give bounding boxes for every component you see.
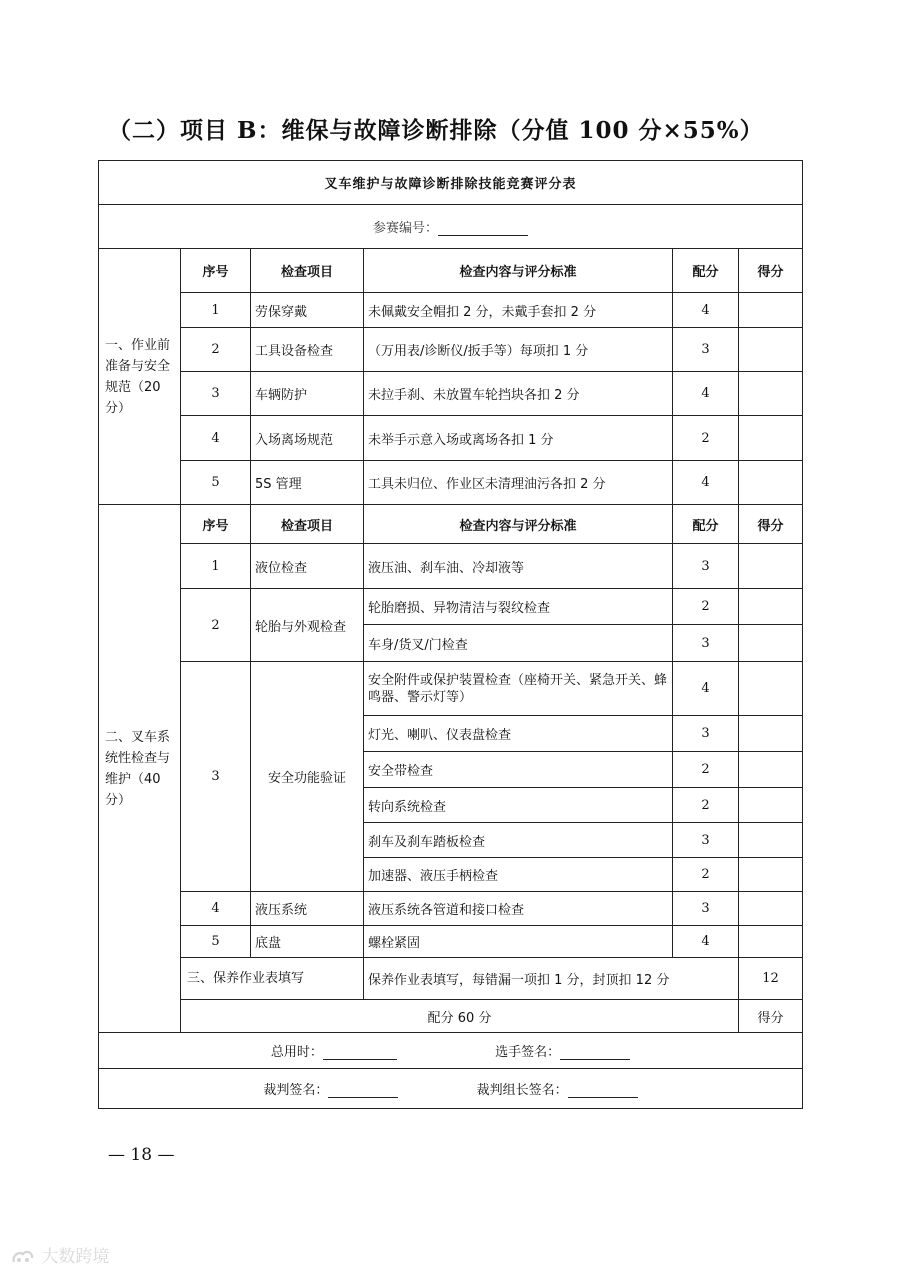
section-heading: （二）项目 B：维保与故障诊断排除（分值 100 分×55%） <box>108 117 764 144</box>
table-title: 叉车维护与故障诊断排除技能竞赛评分表 <box>99 161 803 205</box>
points-cell: 4 <box>673 293 739 328</box>
score-cell[interactable] <box>739 293 803 328</box>
content-cell: 灯光、喇叭、仪表盘检查 <box>364 716 673 752</box>
content-cell: 未拉手刹、未放置车轮挡块各扣 2 分 <box>364 372 673 416</box>
seq-cell: 1 <box>181 544 251 589</box>
total-points-label: 配分 60 分 <box>181 1000 739 1033</box>
points-cell: 3 <box>673 716 739 752</box>
seq-cell: 1 <box>181 293 251 328</box>
seq-cell: 4 <box>181 892 251 926</box>
item-cell: 5S 管理 <box>251 461 364 505</box>
points-cell: 2 <box>673 416 739 461</box>
contestant-signature-label: 选手签名： <box>495 1045 561 1060</box>
header-score: 得分 <box>739 505 803 544</box>
score-cell[interactable] <box>739 858 803 892</box>
seq-cell: 3 <box>181 372 251 416</box>
signature-row-2 <box>99 1069 803 1109</box>
score-cell[interactable] <box>739 662 803 716</box>
score-cell[interactable] <box>739 372 803 416</box>
points-cell: 2 <box>673 788 739 823</box>
content-cell: 液压系统各管道和接口检查 <box>364 892 673 926</box>
content-cell: 安全带检查 <box>364 752 673 788</box>
content-cell: 车身/货叉/门检查 <box>364 625 673 662</box>
score-cell[interactable] <box>739 328 803 372</box>
header-content: 检查内容与评分标准 <box>364 249 673 293</box>
points-cell: 4 <box>673 372 739 416</box>
item-cell: 工具设备检查 <box>251 328 364 372</box>
header-seq: 序号 <box>181 249 251 293</box>
score-cell[interactable] <box>739 461 803 505</box>
content-cell: 工具未归位、作业区未清理油污各扣 2 分 <box>364 461 673 505</box>
entry-number-blank[interactable] <box>438 221 528 236</box>
table-row <box>99 926 803 958</box>
entry-number-row <box>99 205 803 249</box>
content-cell: （万用表/诊断仪/扳手等）每项扣 1 分 <box>364 328 673 372</box>
score-cell[interactable] <box>739 544 803 589</box>
points-cell: 4 <box>673 662 739 716</box>
entry-number-label: 参赛编号： <box>373 221 439 236</box>
content-cell: 刹车及刹车踏板检查 <box>364 823 673 858</box>
watermark-logo-icon <box>10 1248 36 1266</box>
content-cell: 加速器、液压手柄检查 <box>364 858 673 892</box>
points-cell: 2 <box>673 589 739 625</box>
item-cell: 劳保穿戴 <box>251 293 364 328</box>
points-cell: 4 <box>673 461 739 505</box>
item-cell: 安全功能验证 <box>251 662 364 892</box>
header-points: 配分 <box>673 249 739 293</box>
table-row <box>99 293 803 328</box>
content-cell: 未举手示意入场或离场各扣 1 分 <box>364 416 673 461</box>
total-score-label: 得分 <box>739 1000 803 1033</box>
score-cell[interactable] <box>739 926 803 958</box>
watermark-text: 大数跨境 <box>41 1247 110 1267</box>
page-number: — 18 — <box>108 1145 175 1165</box>
referee-signature-blank[interactable] <box>328 1083 398 1098</box>
points-cell: 2 <box>673 858 739 892</box>
points-cell: 3 <box>673 823 739 858</box>
points-cell: 3 <box>673 544 739 589</box>
header-points: 配分 <box>673 505 739 544</box>
content-cell: 未佩戴安全帽扣 2 分，未戴手套扣 2 分 <box>364 293 673 328</box>
item-cell: 车辆防护 <box>251 372 364 416</box>
table-row <box>99 892 803 926</box>
score-cell[interactable] <box>739 752 803 788</box>
content-cell: 转向系统检查 <box>364 788 673 823</box>
seq-cell: 4 <box>181 416 251 461</box>
chief-referee-signature-blank[interactable] <box>568 1083 638 1098</box>
score-cell[interactable] <box>739 823 803 858</box>
section1-label: 一、作业前准备与安全规范（20分） <box>99 249 181 505</box>
item-cell: 入场离场规范 <box>251 416 364 461</box>
section2-label: 二、叉车系统性检查与维护（40分） <box>99 505 181 1033</box>
table-row <box>99 662 803 716</box>
score-cell[interactable] <box>739 788 803 823</box>
total-time-blank[interactable] <box>323 1045 397 1060</box>
seq-cell: 2 <box>181 589 251 662</box>
header-seq: 序号 <box>181 505 251 544</box>
header-score: 得分 <box>739 249 803 293</box>
points-cell: 12 <box>739 958 803 1000</box>
content-cell: 保养作业表填写，每错漏一项扣 1 分，封顶扣 12 分 <box>364 958 739 1000</box>
referee-signature-label: 裁判签名： <box>263 1083 329 1098</box>
seq-cell: 5 <box>181 461 251 505</box>
content-cell: 液压油、刹车油、冷却液等 <box>364 544 673 589</box>
section3-label: 三、保养作业表填写 <box>181 958 364 1000</box>
header-item: 检查项目 <box>251 249 364 293</box>
item-cell: 液位检查 <box>251 544 364 589</box>
table-row <box>99 416 803 461</box>
table-row <box>99 461 803 505</box>
table-row <box>99 328 803 372</box>
score-cell[interactable] <box>739 892 803 926</box>
points-cell: 3 <box>673 892 739 926</box>
table-row <box>99 958 803 1000</box>
signature-row-1 <box>99 1033 803 1069</box>
seq-cell: 5 <box>181 926 251 958</box>
table-row <box>99 372 803 416</box>
header-content: 检查内容与评分标准 <box>364 505 673 544</box>
score-cell[interactable] <box>739 416 803 461</box>
content-cell: 安全附件或保护装置检查（座椅开关、紧急开关、蜂鸣器、警示灯等） <box>364 662 673 716</box>
points-cell: 4 <box>673 926 739 958</box>
table-row <box>99 589 803 625</box>
points-cell: 2 <box>673 752 739 788</box>
item-cell: 底盘 <box>251 926 364 958</box>
points-cell: 3 <box>673 625 739 662</box>
seq-cell: 2 <box>181 328 251 372</box>
score-cell[interactable] <box>739 625 803 662</box>
score-cell[interactable] <box>739 716 803 752</box>
chief-referee-signature-label: 裁判组长签名： <box>476 1083 568 1098</box>
watermark <box>10 1242 109 1267</box>
score-cell[interactable] <box>739 589 803 625</box>
header-item: 检查项目 <box>251 505 364 544</box>
content-cell: 螺栓紧固 <box>364 926 673 958</box>
contestant-signature-blank[interactable] <box>560 1045 630 1060</box>
content-cell: 轮胎磨损、异物清洁与裂纹检查 <box>364 589 673 625</box>
item-cell: 液压系统 <box>251 892 364 926</box>
points-cell: 3 <box>673 328 739 372</box>
total-time-label: 总用时： <box>270 1045 323 1060</box>
table-row <box>99 544 803 589</box>
seq-cell: 3 <box>181 662 251 892</box>
score-table <box>98 160 803 1109</box>
item-cell: 轮胎与外观检查 <box>251 589 364 662</box>
